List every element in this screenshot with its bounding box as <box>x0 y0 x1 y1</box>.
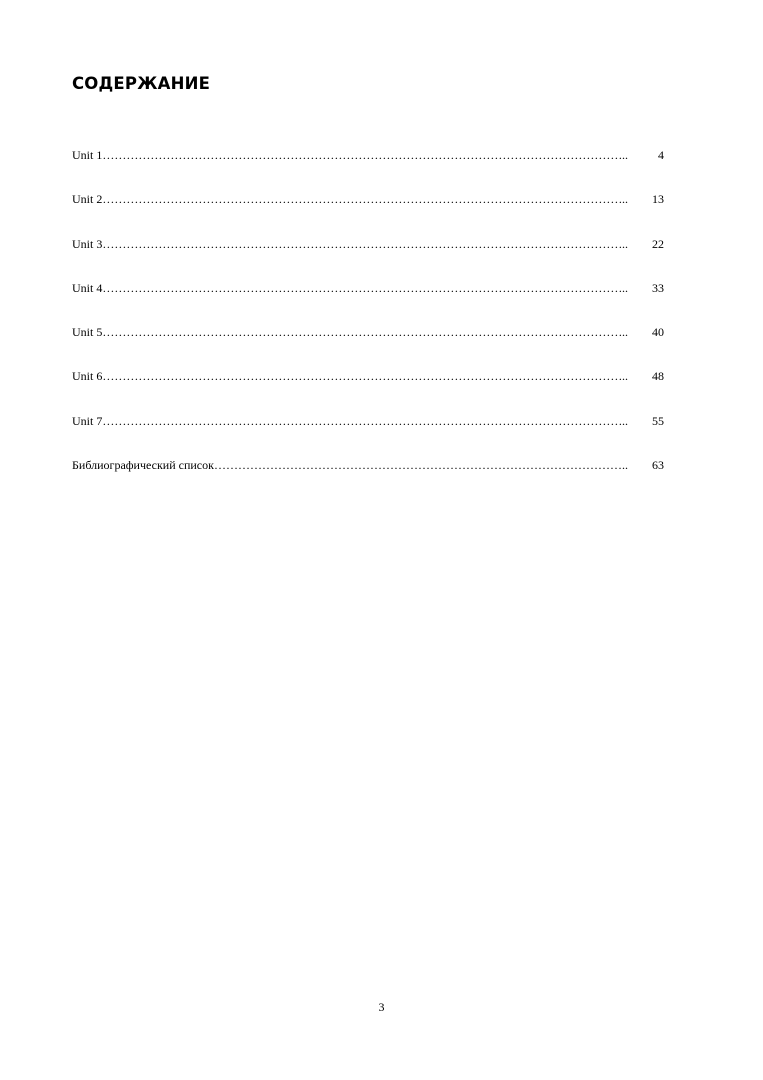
toc-entry-label: Unit 7 <box>72 413 103 428</box>
toc-dot-leader <box>102 235 622 253</box>
toc-entry-line <box>72 323 628 341</box>
toc-entry-line <box>72 367 628 385</box>
toc-leader-end: .. <box>622 369 628 384</box>
page-title: СОДЕРЖАНИЕ <box>72 74 211 93</box>
toc-entry-page: 55 <box>652 413 664 428</box>
toc-entry-label: Unit 2 <box>72 192 103 207</box>
toc-entry-line <box>72 190 628 208</box>
toc-entry-page: 4 <box>658 148 664 162</box>
toc-leader-end: .. <box>622 148 628 162</box>
toc-entry-label: Unit 5 <box>72 325 103 340</box>
toc-leader-end: .. <box>622 325 628 340</box>
toc-entry-label: Библиографический список <box>72 458 214 473</box>
toc-entry-line <box>72 279 628 297</box>
toc-entry-unit-1 <box>72 146 664 190</box>
toc-entry-page: 13 <box>652 192 664 207</box>
toc-entry-unit-5 <box>72 323 664 367</box>
toc-entry-unit-7 <box>72 412 664 456</box>
toc-dot-leader <box>102 279 622 297</box>
toc-entry-page: 22 <box>652 236 664 251</box>
toc-dot-leader <box>102 323 622 341</box>
toc-entry-line <box>72 146 628 164</box>
toc-leader-end: .. <box>622 280 628 295</box>
toc-leader-end: .. <box>622 458 628 473</box>
toc-entry-label: Unit 4 <box>72 280 103 295</box>
toc-leader-end: .. <box>622 236 628 251</box>
toc-entry-page: 33 <box>652 280 664 295</box>
toc-dot-leader <box>102 190 622 208</box>
toc-entry-label: Unit 3 <box>72 236 103 251</box>
toc-entry-unit-6 <box>72 367 664 411</box>
toc-entry-bibliography <box>72 456 664 500</box>
toc-entry-unit-4 <box>72 279 664 323</box>
toc-leader-end: .. <box>622 413 628 428</box>
page-number: 3 <box>378 1000 385 1014</box>
toc-entry-label: Unit 6 <box>72 369 103 384</box>
toc-entry-line <box>72 412 628 430</box>
toc-dot-leader <box>214 456 622 474</box>
toc-entry-page: 63 <box>652 458 664 473</box>
toc-entry-label: Unit 1 <box>72 148 103 162</box>
table-of-contents <box>72 146 664 500</box>
toc-dot-leader <box>102 412 622 430</box>
toc-entry-line <box>72 235 628 253</box>
toc-dot-leader <box>102 146 622 164</box>
toc-entry-page: 40 <box>652 325 664 340</box>
toc-dot-leader <box>102 367 622 385</box>
toc-leader-end: .. <box>622 192 628 207</box>
toc-entry-unit-2 <box>72 190 664 234</box>
toc-entry-page: 48 <box>652 369 664 384</box>
toc-entry-unit-3 <box>72 235 664 279</box>
toc-entry-line <box>72 456 628 474</box>
